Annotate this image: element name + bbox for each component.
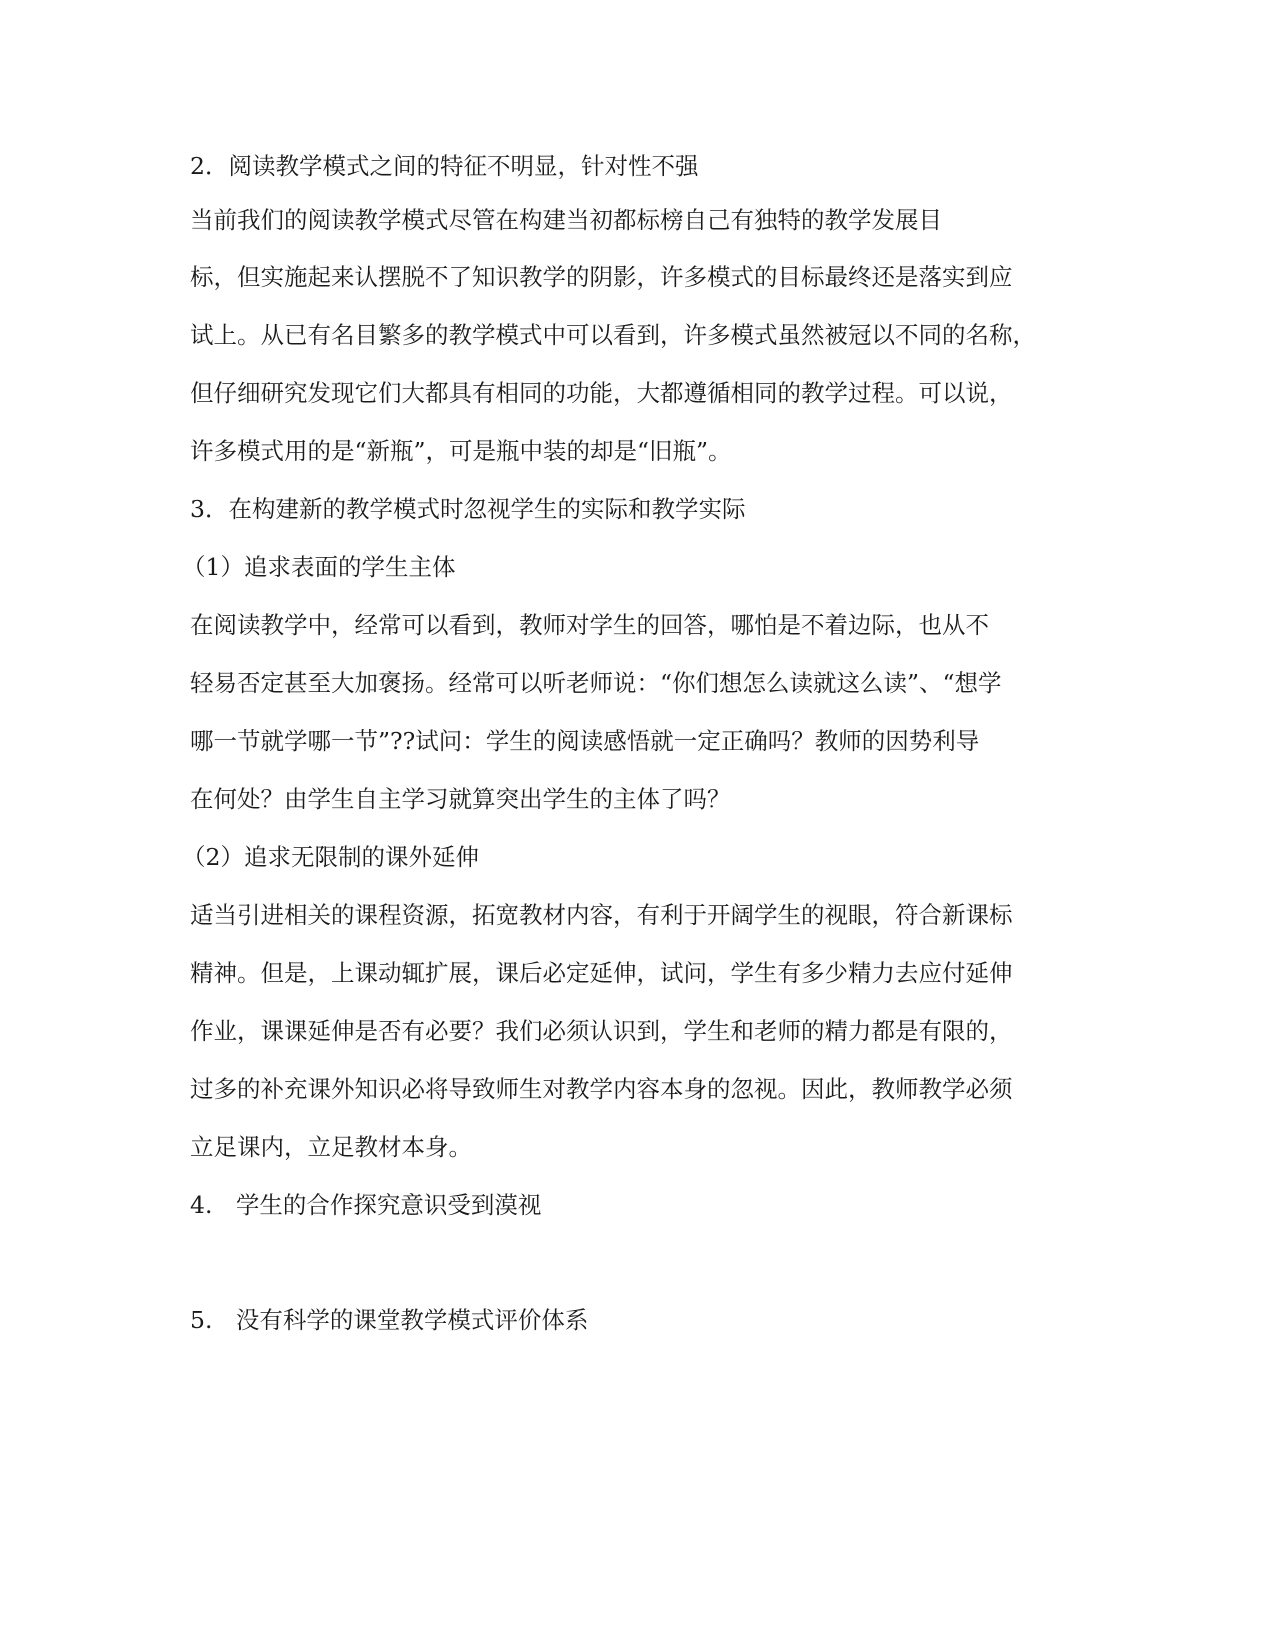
paragraph-line: 精神。但是，上课动辄扩展，课后必定延伸，试问，学生有多少精力去应付延伸 <box>190 959 1013 987</box>
paragraph-line: 在阅读教学中，经常可以看到，教师对学生的回答，哪怕是不着边际，也从不 <box>190 611 989 639</box>
subheading-2: （2）追求无限制的课外延伸 <box>182 843 479 871</box>
heading-5: 5. 没有科学的课堂教学模式评价体系 <box>190 1306 589 1334</box>
paragraph-line: 哪一节就学哪一节”??试问：学生的阅读感悟就一定正确吗？教师的因势利导 <box>190 727 980 755</box>
paragraph-line: 在何处？由学生自主学习就算突出学生的主体了吗？ <box>190 785 731 813</box>
paragraph-line: 试上。从已有名目繁多的教学模式中可以看到，许多模式虽然被冠以不同的名称， <box>190 321 1036 349</box>
paragraph-line: 标，但实施起来认摆脱不了知识教学的阴影，许多模式的目标最终还是落实到应 <box>190 263 1013 291</box>
paragraph-line: 立足课内，立足教材本身。 <box>190 1133 472 1161</box>
paragraph-line: 过多的补充课外知识必将导致师生对教学内容本身的忽视。因此，教师教学必须 <box>190 1075 1013 1103</box>
heading-4: 4. 学生的合作探究意识受到漠视 <box>190 1191 542 1219</box>
paragraph-line: 但仔细研究发现它们大都具有相同的功能，大都遵循相同的教学过程。可以说， <box>190 379 1013 407</box>
paragraph-line: 轻易否定甚至大加褒扬。经常可以听老师说：“你们想怎么读就这么读”、“想学 <box>190 669 1002 697</box>
paragraph-line: 许多模式用的是“新瓶”，可是瓶中装的却是“旧瓶”。 <box>190 437 732 465</box>
heading-3: 3．在构建新的教学模式时忽视学生的实际和教学实际 <box>190 495 746 523</box>
paragraph-line: 作业，课课延伸是否有必要？我们必须认识到，学生和老师的精力都是有限的， <box>190 1017 1013 1045</box>
paragraph-line: 适当引进相关的课程资源，拓宽教材内容，有利于开阔学生的视眼，符合新课标 <box>190 901 1013 929</box>
heading-2: 2．阅读教学模式之间的特征不明显，针对性不强 <box>190 152 699 180</box>
paragraph-line: 当前我们的阅读教学模式尽管在构建当初都标榜自己有独特的教学发展目 <box>190 206 942 234</box>
subheading-1: （1）追求表面的学生主体 <box>182 553 456 581</box>
